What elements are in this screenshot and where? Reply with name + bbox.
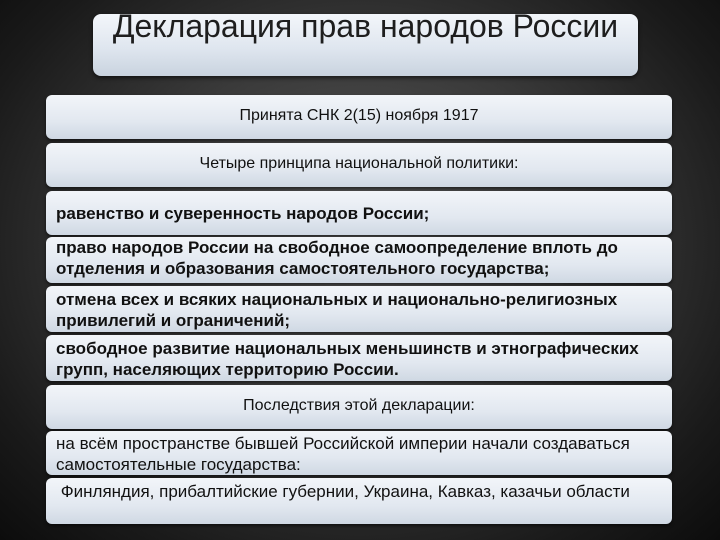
principles-heading: Четыре принципа национальной политики: — [199, 155, 519, 172]
principles-heading-row — [46, 143, 672, 187]
slide-title-box — [93, 8, 638, 76]
principle-text-1: равенство и суверенность народов России; — [56, 204, 430, 223]
slide-title: Декларация прав народов России — [112, 8, 619, 44]
principle-row-1 — [46, 191, 672, 235]
consequence-row-1 — [46, 431, 672, 475]
consequences-heading: Последствия этой декларации: — [243, 397, 475, 414]
principle-text-4: свободное развитие национальных меньшинств и этнографических групп, населяющих территорию России. — [56, 339, 639, 379]
adopted-row — [46, 95, 672, 139]
principle-row-3 — [46, 286, 672, 332]
principle-text-3: отмена всех и всяких национальных и национально-религиозных привилегий и ограничений; — [56, 290, 618, 330]
consequence-row-2 — [46, 478, 672, 524]
adopted-text: Принята СНК 2(15) ноября 1917 — [239, 107, 479, 124]
principle-row-4 — [46, 335, 672, 381]
principle-text-2: право народов России на свободное самоопределение вплоть до отделения и образования самостоятельного государства; — [56, 238, 618, 278]
consequences-heading-row — [46, 385, 672, 429]
principle-row-2 — [46, 237, 672, 283]
consequence-text-1: на всём пространстве бывшей Российской империи начали создаваться самостоятельные государства: — [56, 434, 630, 474]
consequence-text-2: Финляндия, прибалтийские губернии, Украина, Кавказ, казачьи области — [56, 482, 630, 501]
